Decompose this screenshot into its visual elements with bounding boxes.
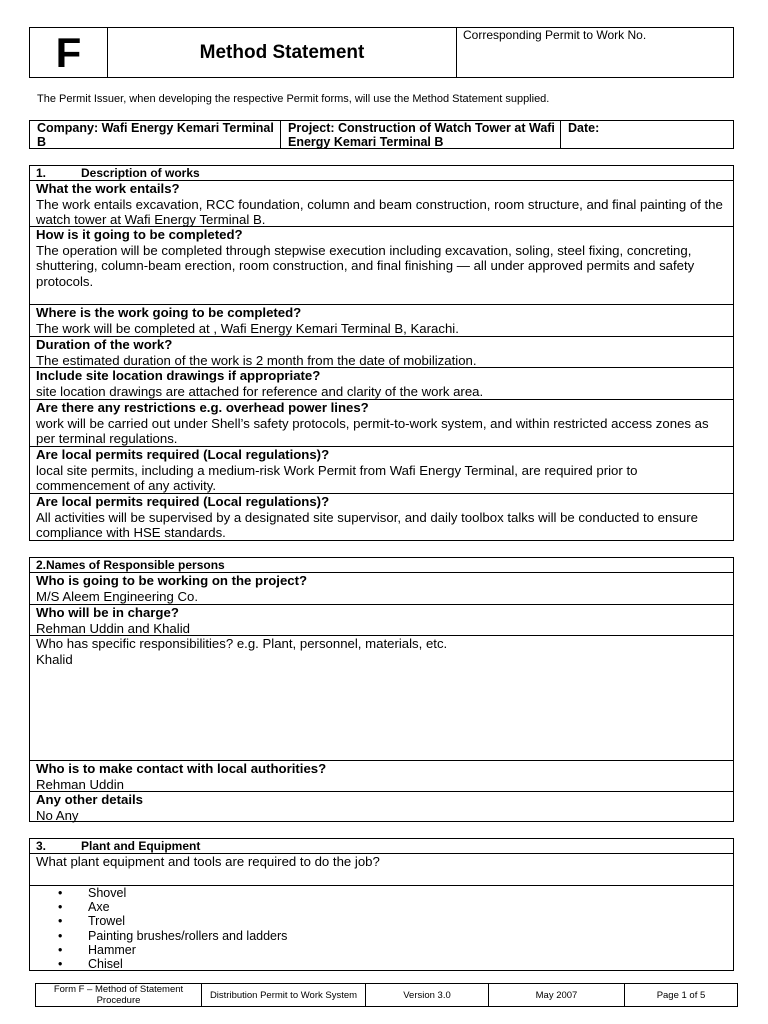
question-row (30, 180, 733, 227)
question-label: Include site location drawings if appropriate? (36, 368, 321, 383)
question-row (30, 399, 733, 447)
footer-form-name: Form F – Method of Statement Procedure (53, 984, 184, 1006)
answer-text[interactable]: No Any (36, 807, 79, 823)
section-description-of-works (29, 165, 734, 541)
section-3-number: 3. (36, 839, 47, 853)
question-row (30, 446, 733, 494)
question-row (30, 853, 733, 886)
question-label: Who is going to be working on the project? (36, 573, 308, 588)
question-row (30, 760, 733, 792)
footer-date: May 2007 (535, 989, 578, 1001)
section-1-heading (30, 166, 733, 181)
question-row (30, 367, 733, 400)
document-title: Method Statement (199, 42, 365, 63)
question-row (30, 304, 733, 337)
form-header (29, 27, 734, 78)
section-plant-and-equipment (29, 838, 734, 971)
question-label: Are local permits required (Local regulations)? (36, 447, 330, 462)
question-label: What plant equipment and tools are required to do the job? (36, 854, 380, 869)
intro-text: The Permit Issuer, when developing the respective Permit forms, will use the Method Statement supplied. (37, 93, 550, 105)
question-label: What the work entails? (36, 181, 180, 196)
list-item[interactable]: • Chisel (58, 957, 287, 971)
company-project-row (29, 120, 734, 149)
question-row (30, 493, 733, 540)
question-label: How is it going to be completed? (36, 227, 243, 242)
section-responsible-persons (29, 557, 734, 822)
answer-text[interactable]: Rehman Uddin (36, 776, 124, 792)
question-row (30, 791, 733, 821)
section-3-title: Plant and Equipment (81, 839, 201, 853)
list-item[interactable]: • Painting brushes/rollers and ladders (58, 929, 287, 943)
date-cell[interactable]: Date: (568, 121, 600, 135)
list-item[interactable]: • Hammer (58, 943, 287, 957)
question-label: Are there any restrictions e.g. overhead power lines? (36, 400, 369, 415)
section-1-title: Description of works (81, 166, 200, 180)
answer-text[interactable]: The work entails excavation, RCC foundation, column and beam construction, room structure, and final painting of the watch tower at Wafi Energy Terminal B. (36, 196, 723, 227)
question-label: Who is to make contact with local authorities? (36, 761, 327, 776)
question-label: Any other details (36, 792, 143, 807)
answer-text[interactable]: The estimated duration of the work is 2 month from the date of mobilization. (36, 352, 477, 368)
question-label: Where is the work going to be completed? (36, 305, 302, 320)
footer-distribution: Distribution Permit to Work System (209, 989, 358, 1001)
permit-number-field[interactable]: Corresponding Permit to Work No. (463, 28, 647, 42)
answer-text[interactable]: Rehman Uddin and Khalid (36, 620, 190, 636)
question-row (30, 226, 733, 305)
question-row (30, 635, 733, 761)
footer-page-number: Page 1 of 5 (656, 989, 706, 1001)
question-row (30, 336, 733, 368)
section-3-heading (30, 839, 733, 854)
answer-text[interactable]: work will be carried out under Shell’s safety protocols, permit-to-work system, and within restricted access zones as per terminal regulations. (36, 415, 709, 446)
answer-text[interactable]: local site permits, including a medium-risk Work Permit from Wafi Energy Terminal, are required prior to commencement of any activity. (36, 462, 638, 493)
list-item[interactable]: • Shovel (58, 886, 287, 900)
footer-version: Version 3.0 (403, 989, 451, 1001)
answer-text[interactable]: site location drawings are attached for reference and clarity of the work area. (36, 383, 484, 399)
question-row (30, 572, 733, 605)
answer-text[interactable]: M/S Aleem Engineering Co. (36, 588, 198, 604)
page-footer (35, 983, 738, 1007)
answer-text[interactable]: All activities will be supervised by a designated site supervisor, and daily toolbox talks will be conducted to ensure compliance with HSE standards. (36, 509, 698, 540)
project-cell: Project: Construction of Watch Tower at Wafi Energy Kemari Terminal B (288, 121, 555, 149)
list-item[interactable]: • Axe (58, 900, 287, 914)
question-label: Duration of the work? (36, 337, 173, 352)
tools-list (58, 886, 287, 971)
question-row (30, 604, 733, 636)
answer-text[interactable]: The work will be completed at , Wafi Energy Kemari Terminal B, Karachi. (36, 320, 459, 336)
answer-text[interactable]: The operation will be completed through stepwise execution including excavation, soling, steel fixing, concreting, shuttering, column-beam erection, room construction, and final finishing — all under approved permits and safety protocols. (36, 242, 695, 289)
section-2-heading: 2.Names of Responsible persons (36, 558, 225, 572)
company-cell: Company: Wafi Energy Kemari Terminal B (37, 121, 274, 149)
tools-list-row (30, 885, 733, 970)
question-label: Who will be in charge? (36, 605, 179, 620)
list-item[interactable]: • Trowel (58, 914, 287, 928)
form-letter: F (55, 29, 82, 76)
section-1-number: 1. (36, 166, 47, 180)
answer-text[interactable]: Khalid (36, 651, 73, 667)
question-label: Who has specific responsibilities? e.g. Plant, personnel, materials, etc. (36, 636, 448, 651)
question-label: Are local permits required (Local regulations)? (36, 494, 330, 509)
